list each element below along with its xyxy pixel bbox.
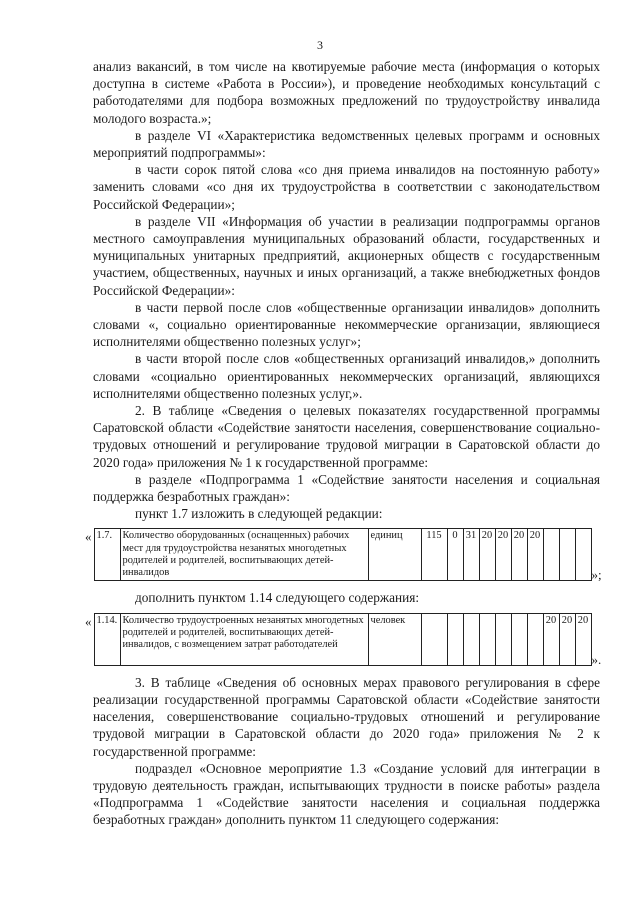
open-quote: « <box>85 613 92 629</box>
value-cell: 0 <box>447 529 463 581</box>
open-quote: « <box>85 529 92 545</box>
indicator-name: Количество трудоустроенных незанятых многодетных родителей и родителей, воспитывающих детей-инвалидов, с возмещением затрат работодателей <box>120 613 368 665</box>
value-cell <box>479 613 495 665</box>
paragraph: в разделе «Подпрограмма 1 «Содействие занятости населения и социальная поддержка безработных граждан»: <box>93 471 600 505</box>
paragraph: в части второй после слов «общественных организаций инвалидов,» дополнить словами «социально ориентированных некоммерческих организаций, являющихся исполнителями общественно полезных услуг,». <box>93 351 600 401</box>
value-cell: 20 <box>479 529 495 581</box>
value-cell: 115 <box>421 529 447 581</box>
unit-cell: человек <box>368 613 421 665</box>
page-number: 3 <box>317 38 323 52</box>
value-cell: 20 <box>511 529 527 581</box>
value-cell <box>575 529 591 581</box>
indicator-name: Количество оборудованных (оснащенных) рабочих мест для трудоустройства незанятых многодетных родителей и родителей, воспитывающих детей-инвалидов <box>120 529 368 581</box>
paragraph: подраздел «Основное мероприятие 1.3 «Создание условий для интеграции в трудовую деятельность граждан, испытывающих трудности в поиске работы» раздела «Подпрограмма 1 «Содействие занятости населения и социальная поддержка безработных граждан» дополнить пунктом 11 следующего содержания: <box>93 760 600 828</box>
unit-cell: единиц <box>368 529 421 581</box>
value-cell <box>495 613 511 665</box>
table-row <box>94 613 591 665</box>
paragraphs-bottom <box>93 674 600 829</box>
indicator-table-1 <box>94 528 592 581</box>
value-cell <box>511 613 527 665</box>
row-number: 1.14. <box>94 613 120 665</box>
value-cell <box>421 613 447 665</box>
paragraph: дополнить пунктом 1.14 следующего содержания: <box>135 590 420 606</box>
table-row <box>94 529 591 581</box>
value-cell: 20 <box>543 613 559 665</box>
value-cell: 20 <box>527 529 543 581</box>
value-cell: 20 <box>559 613 575 665</box>
value-cell <box>447 613 463 665</box>
value-cell: 20 <box>575 613 591 665</box>
paragraph: в разделе VI «Характеристика ведомственных целевых программ и основных мероприятий подпрограммы»: <box>93 127 600 161</box>
paragraph: анализ вакансий, в том числе на квотируемые рабочие места (информация о которых доступна в системе «Работа в России»), и проведение необходимых консультаций с работодателями для подбора возможных предложений по трудоустройству инвалида молодого возраста.»; <box>93 59 600 126</box>
paragraph: в части сорок пятой слова «со дня приема инвалидов на постоянную работу» заменить словами «со дня их трудоустройства в соответствии с законодательством Российской Федерации»; <box>93 162 600 212</box>
paragraph: 2. В таблице «Сведения о целевых показателях государственной программы Саратовской области «Содействие занятости населения, совершенствование социально-трудовых отношений и регулирование трудовой миграции в Саратовской области до 2020 года» приложения № 1 к государственной программе: <box>93 403 600 470</box>
paragraph: в разделе VII «Информация об участии в реализации подпрограммы органов местного самоуправления муниципальных образований области, государственных и муниципальных унитарных предприятий, акционерных обществ с государственным участием, общественных, научных и иных организаций, а также внебюджетных фондов Российской Федерации»: <box>93 213 600 298</box>
value-cell <box>463 613 479 665</box>
value-cell: 20 <box>495 529 511 581</box>
close-quote: »; <box>591 567 602 583</box>
row-number: 1.7. <box>94 529 120 581</box>
value-cell <box>527 613 543 665</box>
paragraph: пункт 1.7 изложить в следующей редакции: <box>135 506 383 522</box>
close-quote: ». <box>591 651 602 667</box>
value-cell <box>543 529 559 581</box>
indicator-table-2 <box>94 613 592 666</box>
paragraph: 3. В таблице «Сведения об основных мерах правового регулирования в сфере реализации государственной программы Саратовской области «Содействие занятости населения, совершенствование социально-трудовых отношений и регулирование трудовой миграции в Саратовской области до 2020 года» приложения № 2 к государственной программе: <box>93 674 600 759</box>
document-body <box>85 58 602 829</box>
paragraph: в части первой после слов «общественные организации инвалидов» дополнить словами «, социально ориентированные некоммерческие организации, являющиеся исполнителями общественно полезных услуг»; <box>93 299 600 350</box>
table-1-wrapper <box>85 528 615 581</box>
value-cell: 31 <box>463 529 479 581</box>
table-2-wrapper <box>85 613 615 666</box>
value-cell <box>559 529 575 581</box>
paragraphs-top <box>93 58 600 522</box>
